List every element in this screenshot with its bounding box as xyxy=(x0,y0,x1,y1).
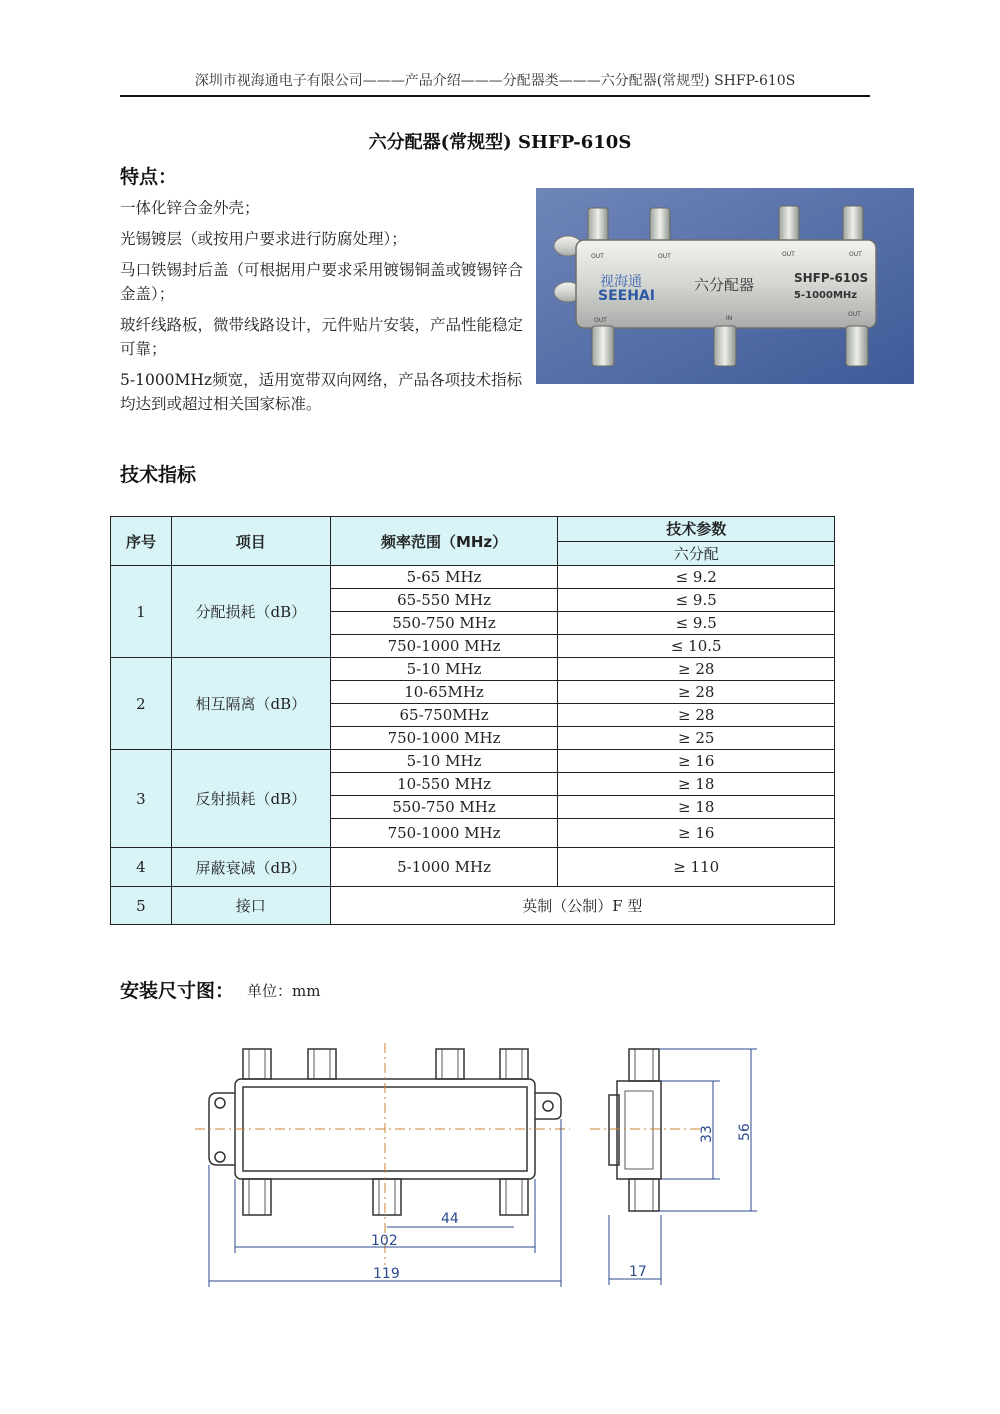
photo-port-label: OUT xyxy=(658,253,671,260)
photo-port-label: OUT xyxy=(594,317,607,324)
row-freq: 65-550 MHz xyxy=(330,589,558,612)
row-item: 接口 xyxy=(171,887,330,925)
page-title: 六分配器(常规型) SHFP-610S xyxy=(368,132,632,153)
spec-heading: 技术指标 xyxy=(120,464,197,486)
photo-freq: 5-1000MHz xyxy=(794,290,858,301)
header-divider xyxy=(120,95,870,97)
header-item: 项目 xyxy=(171,517,330,566)
row-freq: 750-1000 MHz xyxy=(330,727,558,750)
row-value: ≥ 18 xyxy=(558,796,835,819)
row-freq: 750-1000 MHz xyxy=(330,819,558,848)
row-freq: 10-550 MHz xyxy=(330,773,558,796)
photo-port-label: OUT xyxy=(849,251,862,258)
row-freq: 65-750MHz xyxy=(330,704,558,727)
dim-102: 102 xyxy=(371,1233,398,1249)
row-item: 相互隔离（dB） xyxy=(171,658,330,750)
row-no: 4 xyxy=(111,848,172,887)
header-no: 序号 xyxy=(111,517,172,566)
row-item: 反射损耗（dB） xyxy=(171,750,330,848)
row-value: ≤ 9.2 xyxy=(558,566,835,589)
row-value: 英制（公制）F 型 xyxy=(330,887,834,925)
feature-item: 一体化锌合金外壳； xyxy=(120,199,260,217)
feature-item: 马口铁锡封后盖（可根据用户要求采用镀锡铜盖或镀锡锌合金盖）； xyxy=(120,261,524,303)
header-param: 技术参数 xyxy=(558,517,835,542)
row-freq: 5-10 MHz xyxy=(330,750,558,773)
spec-table xyxy=(110,516,835,925)
feature-item: 5-1000MHz频宽，适用宽带双向网络，产品各项技术指标均达到或超过相关国家标准。 xyxy=(120,371,523,413)
row-value: ≥ 110 xyxy=(558,848,835,887)
header-sub: 六分配 xyxy=(558,541,835,566)
row-value: ≥ 28 xyxy=(558,658,835,681)
row-freq: 5-65 MHz xyxy=(330,566,558,589)
photo-port-label: OUT xyxy=(848,311,861,318)
dim-56: 56 xyxy=(737,1123,753,1141)
row-freq: 5-1000 MHz xyxy=(330,848,558,887)
dimension-drawing xyxy=(195,1035,775,1295)
photo-label-cn: 六分配器 xyxy=(694,276,755,294)
product-photo xyxy=(536,188,914,384)
dim-44: 44 xyxy=(441,1211,459,1227)
dim-119: 119 xyxy=(373,1266,400,1282)
row-freq: 550-750 MHz xyxy=(330,612,558,635)
row-value: ≤ 9.5 xyxy=(558,589,835,612)
row-freq: 5-10 MHz xyxy=(330,658,558,681)
dim-33: 33 xyxy=(699,1125,715,1143)
row-value: ≥ 18 xyxy=(558,773,835,796)
header-freq: 频率范围（MHz） xyxy=(330,517,558,566)
photo-model: SHFP-610S xyxy=(794,271,869,285)
row-value: ≥ 28 xyxy=(558,704,835,727)
row-no: 5 xyxy=(111,887,172,925)
page-header: 深圳市视海通电子有限公司———产品介绍———分配器类———六分配器(常规型) SHFP-610S xyxy=(194,73,796,89)
row-freq: 750-1000 MHz xyxy=(330,635,558,658)
row-no: 1 xyxy=(111,566,172,658)
photo-brand-cn: 视海通 xyxy=(600,274,642,290)
row-item: 分配损耗（dB） xyxy=(171,566,330,658)
row-no: 3 xyxy=(111,750,172,848)
row-item: 屏蔽衰减（dB） xyxy=(171,848,330,887)
row-value: ≥ 28 xyxy=(558,681,835,704)
row-freq: 10-65MHz xyxy=(330,681,558,704)
photo-port-label: IN xyxy=(726,315,733,322)
features-heading: 特点： xyxy=(120,166,178,188)
row-freq: 550-750 MHz xyxy=(330,796,558,819)
row-value: ≥ 25 xyxy=(558,727,835,750)
feature-item: 玻纤线路板，微带线路设计，元件贴片安装，产品性能稳定可靠； xyxy=(120,316,524,358)
row-value: ≤ 10.5 xyxy=(558,635,835,658)
feature-item: 光锡镀层（或按用户要求进行防腐处理）； xyxy=(120,230,407,248)
row-value: ≥ 16 xyxy=(558,750,835,773)
row-no: 2 xyxy=(111,658,172,750)
dim-17: 17 xyxy=(629,1264,647,1280)
photo-port-label: OUT xyxy=(782,251,795,258)
row-value: ≤ 9.5 xyxy=(558,612,835,635)
dimensions-unit: 单位：mm xyxy=(247,982,321,1000)
photo-port-label: OUT xyxy=(591,253,604,260)
row-value: ≥ 16 xyxy=(558,819,835,848)
photo-brand-en: SEEHAI xyxy=(598,288,655,304)
dimensions-heading: 安装尺寸图： xyxy=(120,980,235,1002)
